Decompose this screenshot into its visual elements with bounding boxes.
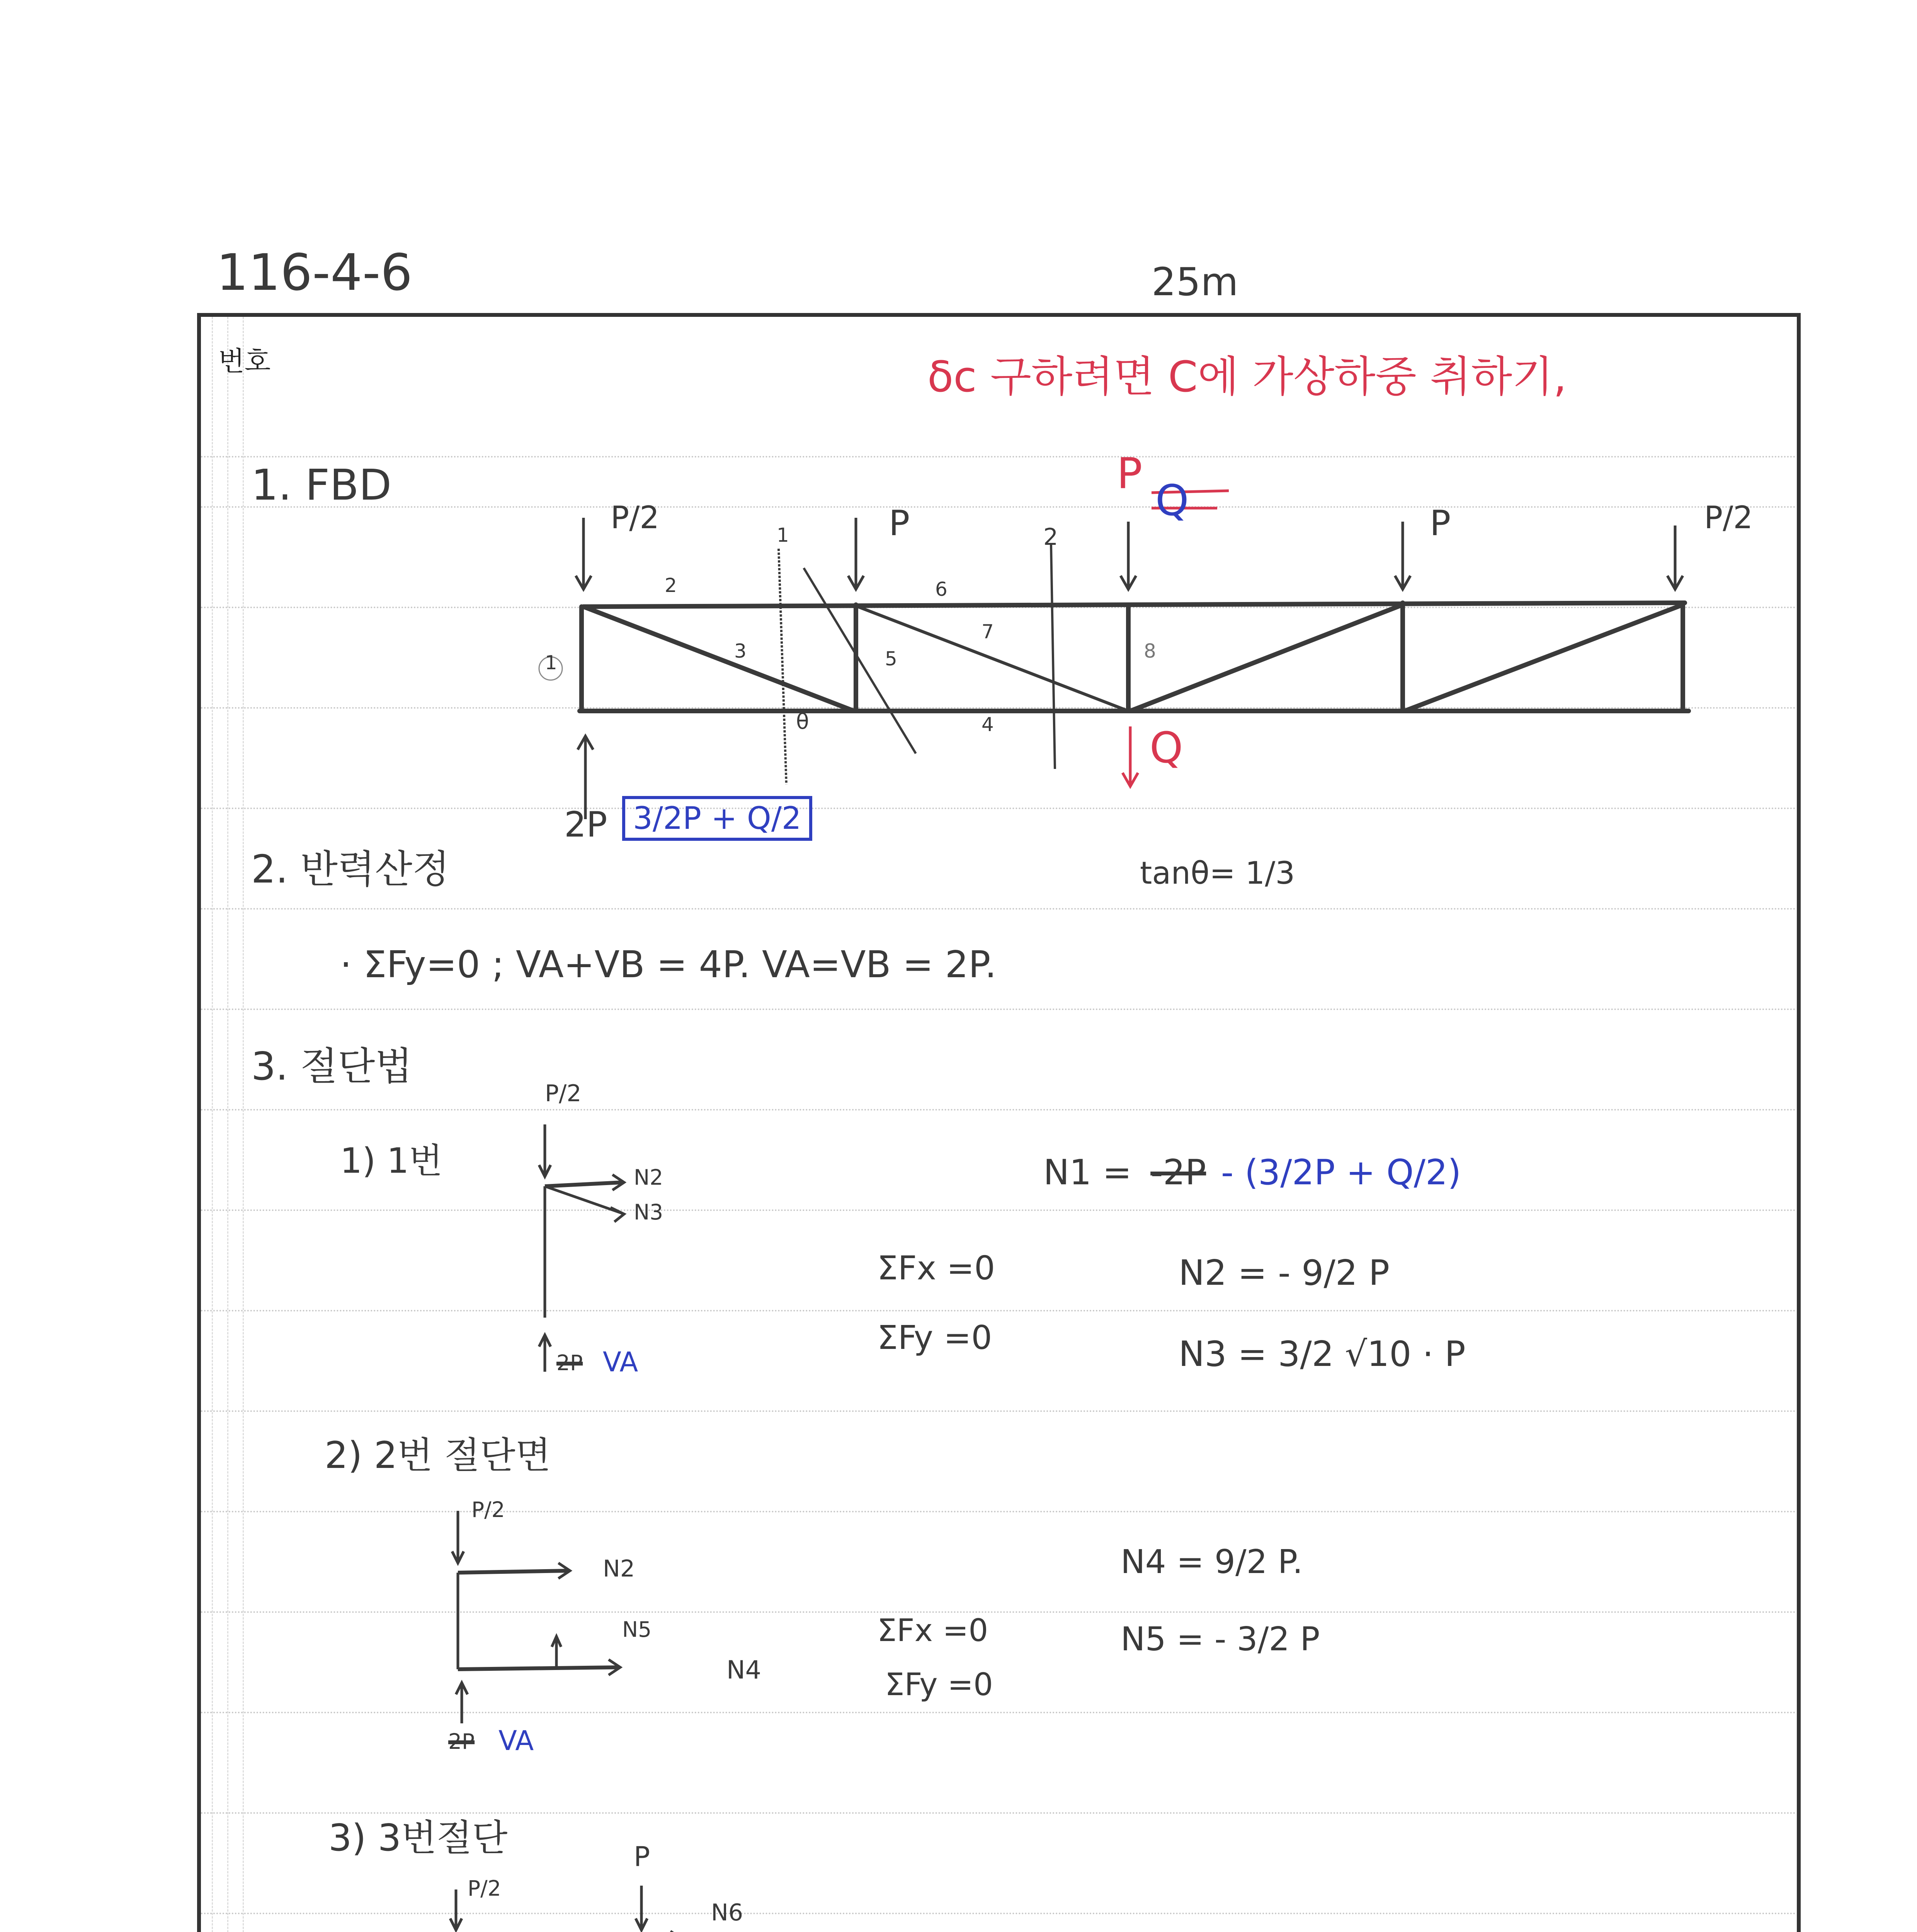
cut2-eq-x: ΣFx =0: [877, 1612, 988, 1648]
cut-line-2: [1051, 545, 1055, 769]
cut3-title: 3) 3번절단: [328, 1817, 508, 1859]
margin-guide: [212, 317, 213, 1932]
ruled-line: [201, 1310, 1797, 1311]
n4-result: N4 = 9/2 P.: [1121, 1543, 1303, 1581]
n1-sign: -: [1221, 1152, 1234, 1193]
cut1-eq-y: ΣFy =0: [877, 1319, 992, 1357]
cut1-fbd: [522, 1121, 676, 1375]
virtual-load-label: Q: [1150, 723, 1183, 772]
cut1-load: P/2: [545, 1080, 582, 1107]
member-label: 8: [1144, 640, 1156, 662]
cut1-reaction: VA: [603, 1346, 638, 1378]
reaction-equation: · ΣFy=0 ; VA+VB = 4P. VA=VB = 2P.: [340, 944, 997, 986]
reaction-label: 2P: [564, 804, 607, 845]
diagonal-member: [1405, 605, 1683, 711]
cut2-force-n4: N4: [726, 1656, 761, 1685]
n1-value: (3/2P + Q/2): [1244, 1152, 1461, 1193]
cut1-force-n3: N3: [634, 1200, 663, 1225]
member-label: 7: [981, 621, 994, 643]
n5-result: N5 = - 3/2 P: [1121, 1620, 1320, 1658]
cut2-load: P/2: [471, 1497, 505, 1522]
ruled-line: [201, 1511, 1797, 1512]
load-label: P: [889, 503, 910, 544]
cut2-reaction: VA: [498, 1725, 534, 1757]
n3-result: N3 = 3/2 √10 · P: [1179, 1334, 1466, 1374]
angle-label: θ: [796, 709, 809, 734]
top-chord: [583, 603, 1685, 607]
n1-label: N1 =: [1043, 1152, 1132, 1193]
margin-guide: [227, 317, 228, 1932]
load-label: P/2: [1704, 500, 1753, 536]
diagonal-member: [583, 607, 854, 711]
cut2-force-n5: N5: [622, 1617, 652, 1642]
member-label: 4: [981, 713, 994, 736]
cut2-title: 2) 2번 절단면: [325, 1434, 551, 1477]
cut2-fbd: [444, 1507, 715, 1739]
cut-line-3: [804, 568, 916, 753]
cut1-title: 1) 1번: [340, 1141, 443, 1181]
ruled-line: [201, 1812, 1797, 1814]
member-label: 6: [935, 578, 947, 600]
n2-result: N2 = - 9/2 P: [1179, 1253, 1390, 1293]
ruled-line: [201, 1913, 1797, 1914]
ruled-line: [201, 908, 1797, 910]
cut2-eq-y: ΣFy =0: [885, 1667, 993, 1702]
load-label: P: [1430, 503, 1451, 544]
load-label: P/2: [611, 500, 660, 536]
cut3-load-p2: P/2: [468, 1876, 501, 1901]
ruled-line: [201, 1611, 1797, 1613]
cut2-reaction-struck: 2P: [448, 1729, 475, 1754]
n1-result: [1043, 1152, 1461, 1193]
member-label: 3: [734, 640, 747, 662]
cut-label: 2: [1043, 524, 1058, 551]
load-label-red: P: [1117, 449, 1143, 498]
score: 25m: [1152, 259, 1238, 304]
reaction-boxed-value: 3/2P + Q/2: [633, 800, 801, 836]
tan-theta: tanθ= 1/3: [1140, 855, 1295, 891]
member-label: 1: [545, 651, 557, 674]
reaction-boxed: [622, 796, 812, 841]
problem-number: 116-4-6: [216, 243, 413, 302]
margin-guide: [243, 317, 244, 1932]
n1-struck: -2P: [1150, 1152, 1206, 1193]
cut1-eq-x: ΣFx =0: [877, 1249, 995, 1287]
cut3-load-p: P: [634, 1841, 650, 1872]
load-label-blue: Q: [1155, 476, 1189, 525]
cut1-reaction-struck: 2P: [556, 1350, 583, 1375]
cut-label: 1: [777, 524, 789, 546]
section1-title: 1. FBD: [251, 460, 392, 510]
ruled-line: [201, 1009, 1797, 1010]
virtual-load-note: δc 구하려면 C에 가상하중 취하기,: [927, 352, 1567, 401]
member-label: 5: [885, 648, 897, 670]
ruled-line: [201, 1109, 1797, 1111]
ruled-line: [201, 1712, 1797, 1713]
cut2-force-n2: N2: [603, 1555, 635, 1582]
cut3-force-n6: N6: [711, 1899, 743, 1926]
member-label: 2: [665, 574, 677, 597]
number-label: 번호: [218, 345, 271, 377]
diagonal-member: [1130, 605, 1403, 711]
cut-line-1: [779, 549, 786, 784]
ruled-line: [201, 1209, 1797, 1211]
cut1-force-n2: N2: [634, 1165, 663, 1190]
ruled-line: [201, 1410, 1797, 1412]
section2-title: 2. 반력산정: [251, 847, 450, 892]
section3-title: 3. 절단법: [251, 1044, 412, 1089]
